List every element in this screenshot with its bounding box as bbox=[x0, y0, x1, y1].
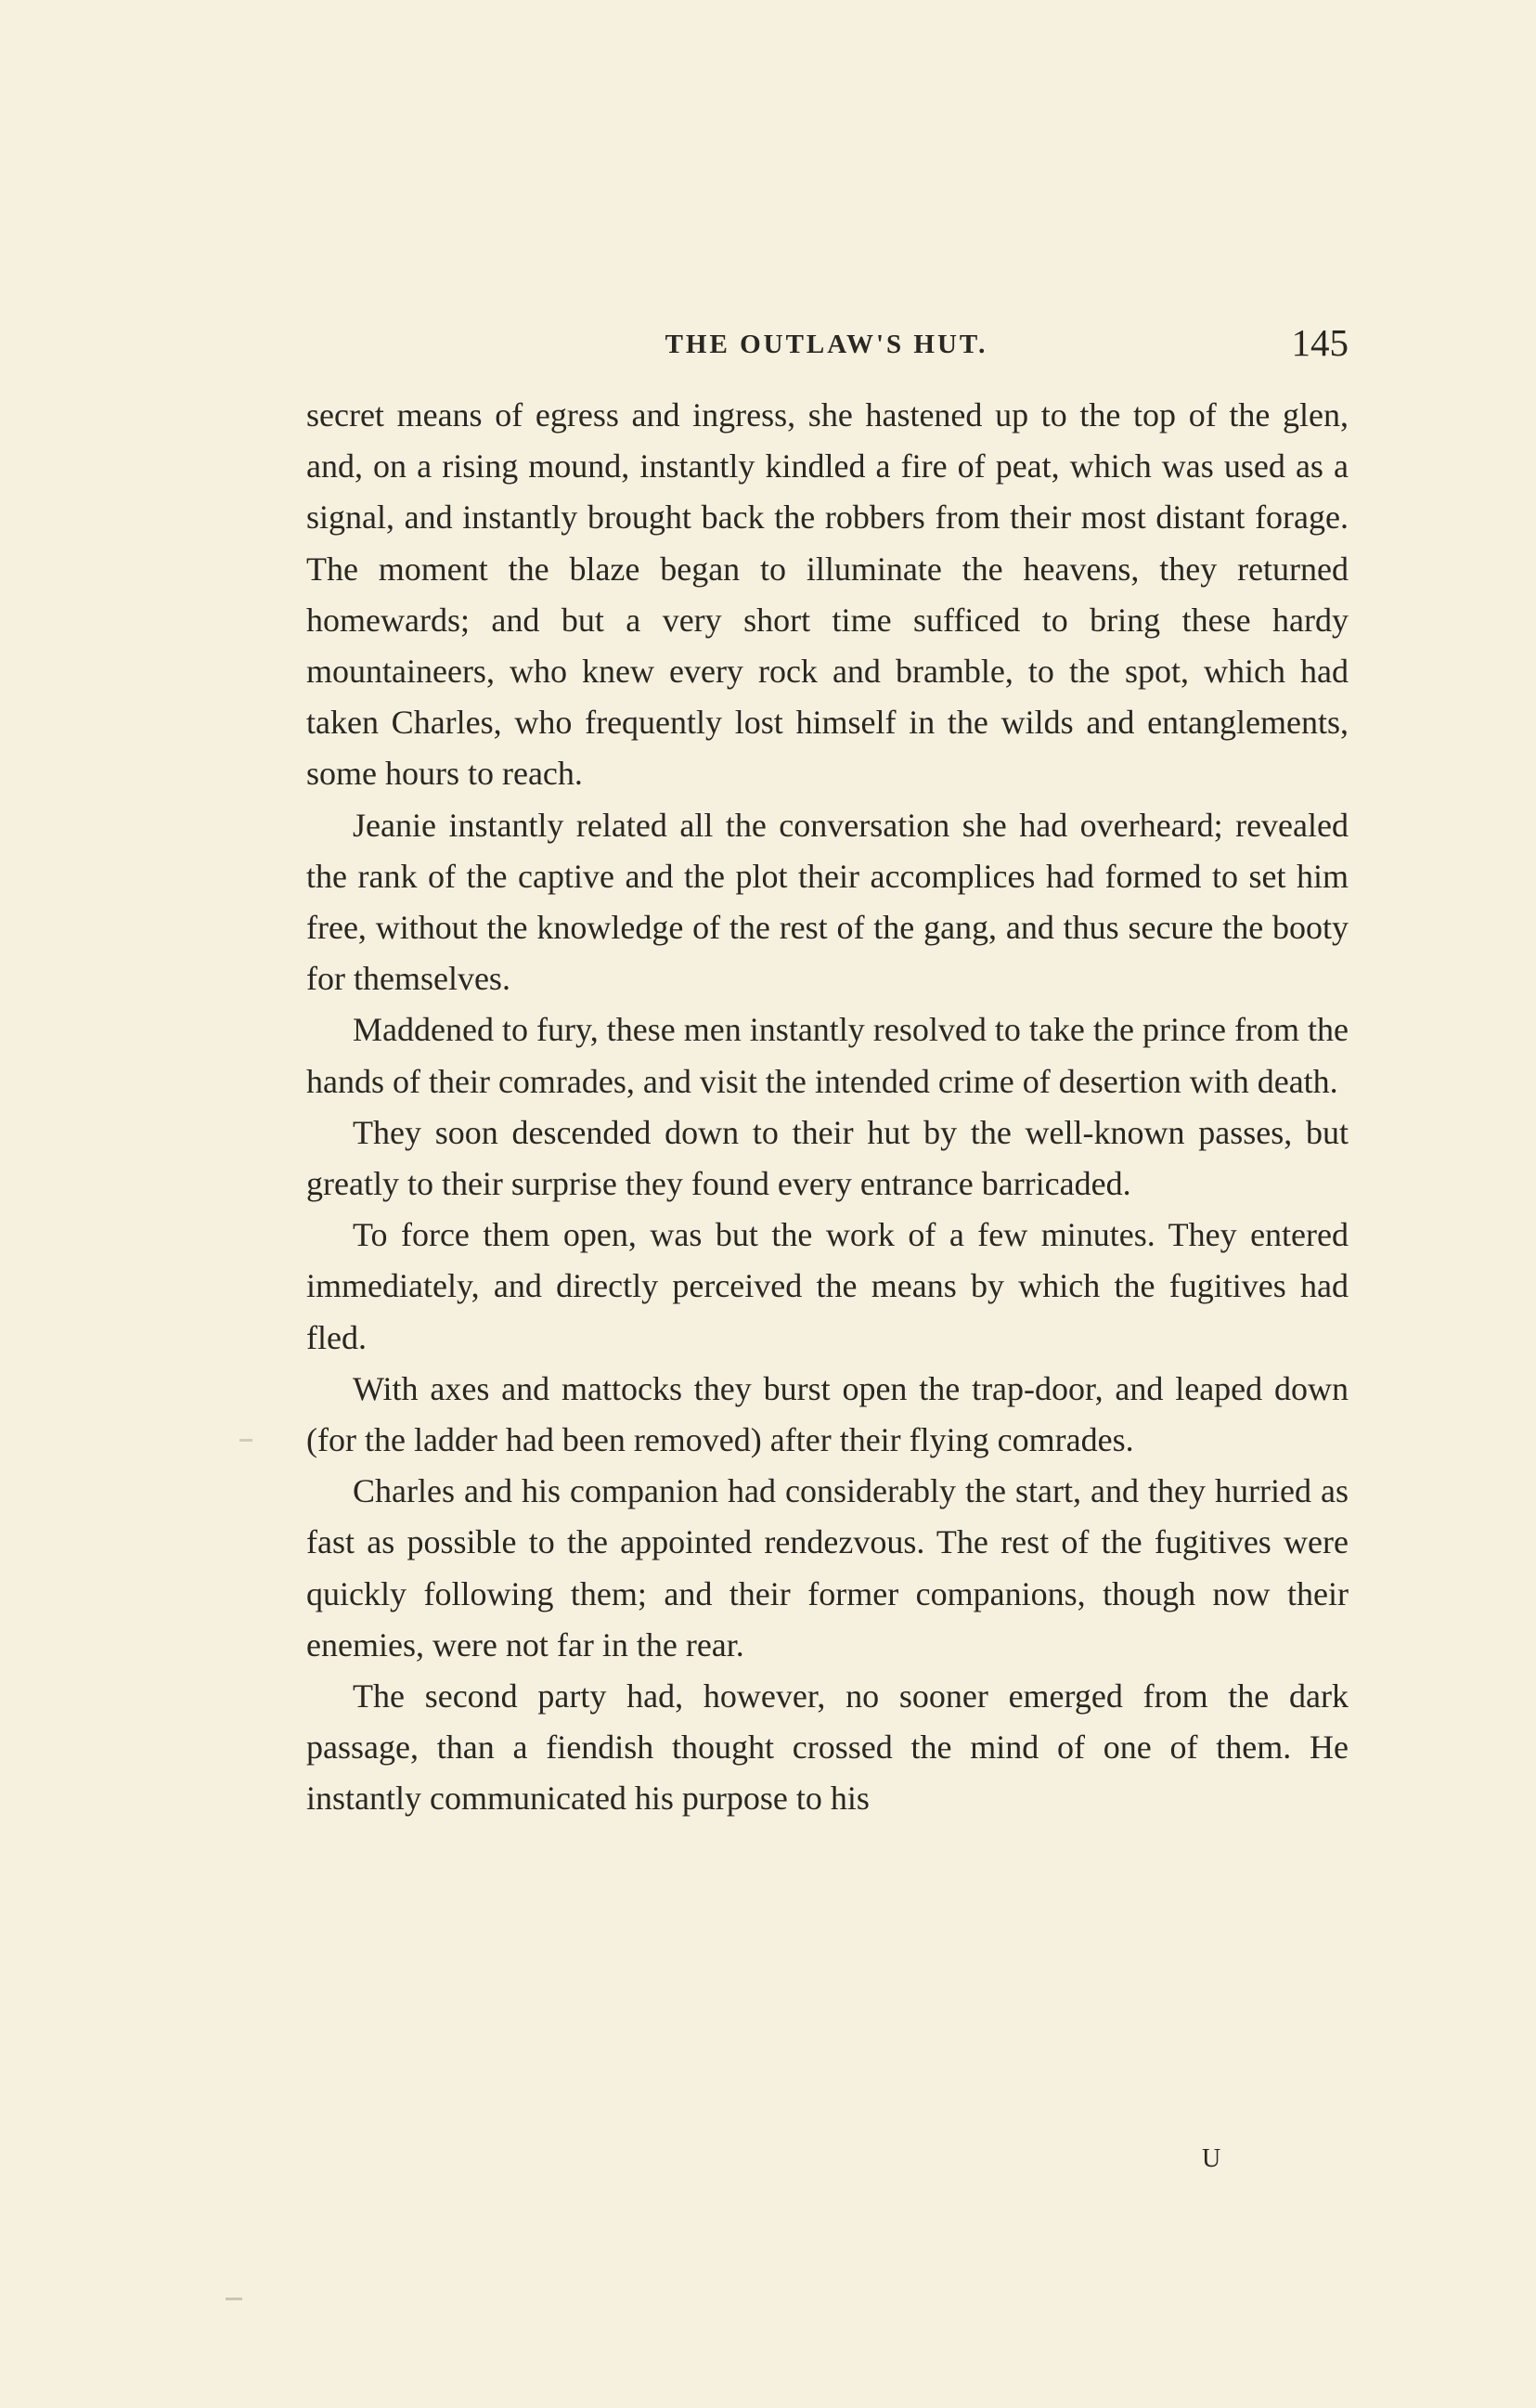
running-title: THE OUTLAW'S HUT. bbox=[665, 330, 988, 359]
margin-mark bbox=[239, 1439, 252, 1442]
paragraph: To force them open, was but the work of a few minutes. They entered immediately, and directly perceived the means by which the fugitives had fled. bbox=[306, 1216, 1349, 1356]
body-text bbox=[306, 390, 1349, 1825]
margin-mark bbox=[226, 2298, 242, 2300]
paragraph: With axes and mattocks they burst open the trap-door, and leaped down (for the ladder had been removed) after their flying comrades. bbox=[306, 1369, 1349, 1459]
paragraph: They soon descended down to their hut by the well-known passes, but greatly to their surprise they found every entrance barricaded. bbox=[306, 1113, 1349, 1203]
signature-mark: U bbox=[1202, 2144, 1221, 2173]
paragraph: The second party had, however, no sooner emerged from the dark passage, than a fiendish thought crossed the mind of one of them. He instantly communicated his purpose to his bbox=[306, 1677, 1349, 1818]
paragraph: secret means of egress and ingress, she hastened up to the top of the glen, and, on a rising mound, instantly kindled a fire of peat, which was used as a signal, and instantly brought back the robbers from their most distant forage. The moment the blaze began to illuminate the heavens, they returned homewards; and but a very short time sufficed to bring these hardy mountaineers, who knew every rock and bramble, to the spot, which had taken Charles, who frequently lost himself in the wilds and entanglements, some hours to reach. bbox=[306, 396, 1349, 793]
paragraph: Charles and his companion had considerably the start, and they hurried as fast as possible to the appointed rendezvous. The rest of the fugitives were quickly following them; and their former companions, though now their enemies, were not far in the rear. bbox=[306, 1472, 1349, 1664]
paragraph: Jeanie instantly related all the conversation she had overheard; revealed the rank of the captive and the plot their accomplices had formed to set him free, without the knowledge of the rest of the gang, and thus secure the booty for themselves. bbox=[306, 806, 1349, 998]
page-number: 145 bbox=[1291, 321, 1349, 364]
paragraph: Maddened to fury, these men instantly resolved to take the prince from the hands of their comrades, and visit the intended crime of desertion with death. bbox=[306, 1011, 1349, 1100]
running-head bbox=[304, 320, 1349, 367]
